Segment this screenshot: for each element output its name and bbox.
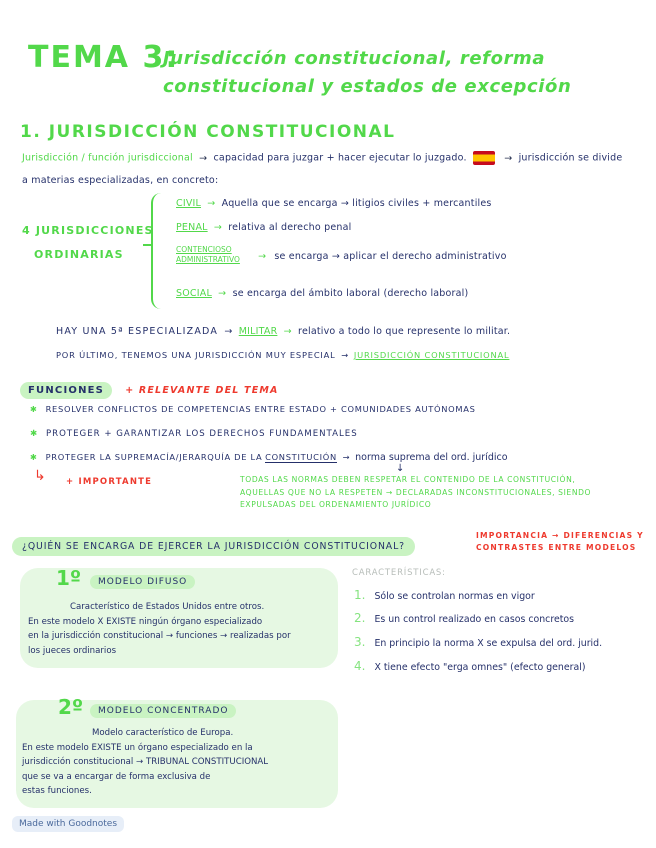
modelo-line: que se va a encargar de forma exclusiva de bbox=[22, 771, 211, 782]
modelo-line: En este modelo X EXISTE ningún órgano especializado bbox=[28, 616, 263, 627]
arrow-icon: → bbox=[341, 350, 349, 360]
jurisdiccion-desc: se encarga del ámbito laboral (derecho laboral) bbox=[232, 288, 469, 299]
arrow-icon: → bbox=[213, 222, 223, 233]
modelo-line: en la jurisdicción constitucional → funciones → realizadas por bbox=[28, 631, 291, 641]
caracteristica-num: 3. bbox=[354, 635, 366, 649]
caracteristicas-label: CARACTERÍSTICAS: bbox=[352, 568, 446, 578]
funcion-item-1 bbox=[30, 404, 476, 414]
caracteristica-num: 2. bbox=[354, 611, 366, 625]
quinta-name: MILITAR bbox=[238, 326, 278, 337]
explanation-line: EXPULSADAS DEL ORDENAMIENTO JURÍDICO bbox=[240, 500, 432, 509]
caracteristica-4 bbox=[354, 659, 586, 673]
curved-arrow-icon: ↳ bbox=[34, 468, 46, 484]
ultimo-prefix: POR ÚLTIMO, TENEMOS UNA JURISDICCIÓN MUY ESPECIAL bbox=[56, 350, 336, 360]
arrow-icon: → bbox=[504, 152, 513, 164]
modelo-line: jurisdicción constitucional → TRIBUNAL CONSTITUCIONAL bbox=[22, 757, 269, 767]
importancia-note bbox=[476, 530, 644, 554]
caracteristica-text: Sólo se controlan normas en vigor bbox=[374, 591, 535, 602]
definition-text: capacidad para juzgar + hacer ejecutar lo juzgado. bbox=[213, 152, 467, 164]
funciones-header bbox=[20, 378, 279, 397]
modelo-concentrado-num: 2º bbox=[58, 695, 84, 719]
caracteristica-text: X tiene efecto "erga omnes" (efecto general) bbox=[374, 662, 586, 673]
ordinarias-label-2: ORDINARIAS bbox=[34, 248, 124, 261]
funcion-tail: norma suprema del ord. jurídico bbox=[355, 452, 508, 463]
definition-tail: jurisdicción se divide bbox=[518, 152, 623, 164]
arrow-icon: → bbox=[258, 251, 267, 262]
jurisdiccion-name: CIVIL bbox=[176, 198, 202, 209]
modelo-difuso-text bbox=[28, 600, 291, 658]
funcion-text: RESOLVER CONFLICTOS DE COMPETENCIAS ENTRE ESTADO + COMUNIDADES AUTÓNOMAS bbox=[45, 404, 476, 414]
quinta-line bbox=[56, 326, 510, 337]
modelo-line: Modelo característico de Europa. bbox=[92, 728, 234, 738]
caracteristica-3 bbox=[354, 635, 602, 649]
asterisk-icon: ✱ bbox=[30, 404, 37, 414]
title-line-2: constitucional y estados de excepción bbox=[163, 76, 572, 97]
quien-question: ¿QUIÉN SE ENCARGA DE EJERCER LA JURISDICCIÓN CONSTITUCIONAL? bbox=[12, 537, 415, 556]
explanation-line: TODAS LAS NORMAS DEBEN RESPETAR EL CONTENIDO DE LA CONSTITUCIÓN, bbox=[240, 475, 576, 484]
definition-line-2: a materias especializadas, en concreto: bbox=[22, 175, 219, 186]
constitucion-link: CONSTITUCIÓN bbox=[265, 452, 337, 462]
funcion-item-3 bbox=[30, 452, 508, 463]
quinta-prefix: HAY UNA 5ª ESPECIALIZADA bbox=[56, 326, 219, 337]
funcion-item-2 bbox=[30, 429, 358, 439]
funcion-text: PROTEGER LA SUPREMACÍA/JERARQUÍA DE LA bbox=[45, 452, 263, 462]
importante-label: + IMPORTANTE bbox=[66, 477, 153, 487]
caracteristica-num: 1. bbox=[354, 588, 366, 602]
title-line-1: Jurisdicción constitucional, reforma bbox=[163, 48, 546, 69]
caracteristica-1 bbox=[354, 588, 535, 602]
arrow-icon: → bbox=[224, 326, 233, 337]
caracteristica-text: En principio la norma X se expulsa del ord. jurid. bbox=[374, 638, 603, 649]
modelo-line: los jueces ordinarios bbox=[28, 645, 117, 656]
jurisdiccion-desc: se encarga → aplicar el derecho administrativo bbox=[274, 251, 507, 262]
down-arrow-icon: ↓ bbox=[396, 463, 405, 474]
caracteristica-text: Es un control realizado en casos concretos bbox=[374, 614, 575, 625]
asterisk-icon: ✱ bbox=[30, 429, 38, 439]
modelo-difuso-name: MODELO DIFUSO bbox=[90, 575, 195, 589]
jurisdiccion-name: CONTENCIOSO ADMINISTRATIVO bbox=[176, 244, 240, 264]
jurisdiccion-name: PENAL bbox=[176, 222, 208, 233]
definition-term: Jurisdicción / función jurisdiccional bbox=[22, 152, 193, 164]
spain-flag-icon bbox=[473, 151, 495, 165]
jurisdiccion-item-contencioso bbox=[176, 244, 507, 265]
modelo-concentrado-name: MODELO CONCENTRADO bbox=[90, 704, 236, 718]
modelo-difuso-num: 1º bbox=[56, 566, 82, 590]
definition-line bbox=[22, 151, 642, 165]
goodnotes-badge[interactable]: Made with Goodnotes bbox=[12, 816, 124, 832]
jurisdiccion-desc: relativa al derecho penal bbox=[228, 222, 352, 233]
importancia-line: IMPORTANCIA → DIFERENCIAS Y bbox=[476, 531, 644, 540]
modelo-line: Característico de Estados Unidos entre otros. bbox=[70, 602, 265, 612]
ultimo-line bbox=[56, 350, 509, 360]
funcion-text: PROTEGER + GARANTIZAR LOS DERECHOS FUNDAMENTALES bbox=[45, 429, 358, 439]
brace-tip bbox=[143, 244, 153, 246]
jurisdiccion-desc: Aquella que se encarga → litigios civiles + mercantiles bbox=[221, 198, 492, 209]
tema-label: TEMA 3: bbox=[28, 40, 180, 75]
jurisdiccion-item-civil bbox=[176, 198, 492, 209]
quinta-desc: relativo a todo lo que represente lo militar. bbox=[298, 326, 511, 337]
arrow-icon: → bbox=[207, 198, 216, 209]
caracteristica-num: 4. bbox=[354, 659, 366, 673]
modelo-line: En este modelo EXISTE un órgano especializado en la bbox=[22, 742, 253, 753]
modelo-line: estas funciones. bbox=[22, 786, 92, 796]
jurisdiccion-item-social bbox=[176, 288, 468, 299]
asterisk-icon: ✱ bbox=[30, 452, 37, 462]
ultimo-name: JURISDICCIÓN CONSTITUCIONAL bbox=[353, 350, 510, 360]
section-heading: 1. JURISDICCIÓN CONSTITUCIONAL bbox=[20, 122, 396, 142]
arrow-icon: → bbox=[342, 452, 350, 462]
title-block bbox=[28, 40, 648, 110]
jurisdiccion-item-penal bbox=[176, 222, 351, 233]
ordinarias-label-1: 4 JURISDICCIONES bbox=[22, 224, 154, 237]
arrow-icon: → bbox=[199, 152, 208, 164]
arrow-icon: → bbox=[283, 326, 292, 337]
arrow-icon: → bbox=[218, 288, 227, 299]
jurisdiccion-name: SOCIAL bbox=[176, 288, 212, 299]
modelo-concentrado-text bbox=[22, 726, 268, 799]
brace-icon bbox=[151, 193, 171, 309]
explanation-line: AQUELLAS QUE NO LA RESPETEN → DECLARADAS INCONSTITUCIONALES, SIENDO bbox=[240, 487, 592, 497]
importancia-line: CONTRASTES ENTRE MODELOS bbox=[476, 543, 637, 552]
funciones-note: + RELEVANTE DEL TEMA bbox=[125, 385, 279, 396]
funciones-label: FUNCIONES bbox=[20, 382, 112, 399]
caracteristica-2 bbox=[354, 611, 574, 625]
funcion-explanation bbox=[240, 474, 591, 512]
